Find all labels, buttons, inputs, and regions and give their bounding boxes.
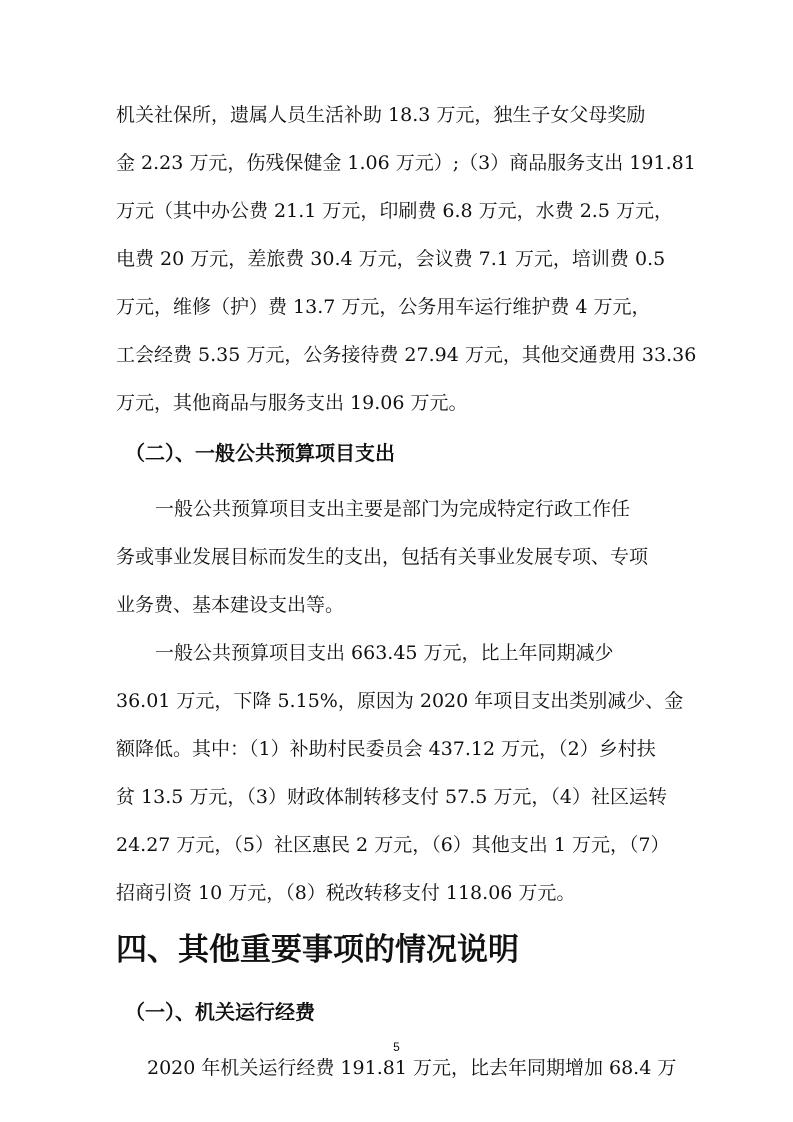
page-number: 5 [393, 1040, 400, 1054]
paragraph-line: 电费 20 万元，差旅费 30.4 万元，会议费 7.1 万元，培训费 0.5 [116, 248, 666, 270]
paragraph-line: 机关社保所，遗属人员生活补助 18.3 万元，独生子女父母奖励 [116, 104, 646, 126]
paragraph-line: 务或事业发展目标而发生的支出，包括有关事业发展专项、专项 [116, 546, 649, 568]
paragraph-line: 一般公共预算项目支出主要是部门为完成特定行政工作任 [155, 498, 631, 520]
paragraph-line: 万元，其他商品与服务支出 19.06 万元。 [116, 392, 468, 414]
paragraph-line: 工会经费 5.35 万元，公务接待费 27.94 万元，其他交通费用 33.36 [116, 344, 697, 366]
paragraph-line: 一般公共预算项目支出 663.45 万元，比上年同期减少 [155, 642, 614, 664]
paragraph-line: 贫 13.5 万元，（3）财政体制转移支付 57.5 万元，（4）社区运转 [116, 786, 667, 808]
paragraph-line: 万元，维修（护）费 13.7 万元，公务用车运行维护费 4 万元， [116, 296, 651, 318]
paragraph-line: 额降低。其中：（1）补助村民委员会 437.12 万元，（2）乡村扶 [116, 738, 656, 760]
paragraph-line: 24.27 万元，（5）社区惠民 2 万元，（6）其他支出 1 万元，（7） [116, 834, 670, 856]
paragraph-line: 业务费、基本建设支出等。 [116, 594, 345, 616]
paragraph-line: 2020 年机关运行经费 191.81 万元，比去年同期增加 68.4 万 [147, 1057, 677, 1079]
paragraph-line: 金 2.23 万元，伤残保健金 1.06 万元）;（3）商品服务支出 191.81 [116, 152, 696, 174]
section-heading: （二）、一般公共预算项目支出 [125, 441, 395, 465]
paragraph-line: 36.01 万元，下降 5.15%，原因为 2020 年项目支出类别减少、金 [116, 690, 684, 712]
section-heading: （一）、机关运行经费 [125, 1000, 315, 1024]
chapter-heading: 四、其他重要事项的情况说明 [116, 932, 519, 968]
paragraph-line: 万元（其中办公费 21.1 万元，印刷费 6.8 万元，水费 2.5 万元， [116, 200, 673, 222]
paragraph-line: 招商引资 10 万元，（8）税改转移支付 118.06 万元。 [116, 882, 576, 904]
